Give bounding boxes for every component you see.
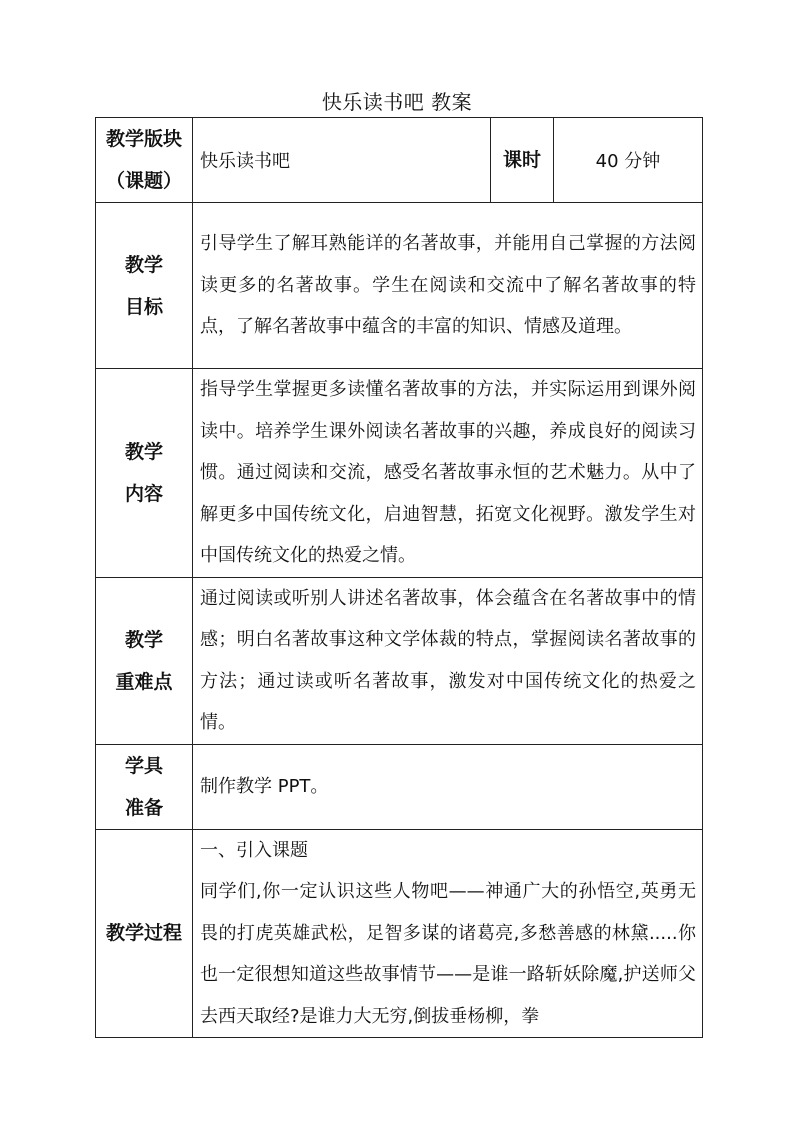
content-label-line2: 内容 [124, 482, 163, 505]
module-label-cell [96, 118, 193, 203]
process-heading: 一、引入课题 [200, 839, 308, 861]
period-label: 课时 [491, 118, 554, 203]
process-text: 同学们,你一定认识这些人物吧——神通广大的孙悟空,英勇无畏的打虎英雄武松，足智多谋的诸葛亮,多愁善感的林黛.....你也一定很想知道这些故事情节——是谁一路斩妖除魔,护送师父去西天取经?是谁力大无穷,倒拔垂杨柳，拳 [200, 881, 696, 1027]
key-points-label-line2: 重难点 [115, 670, 173, 693]
goal-text: 引导学生了解耳熟能详的名著故事，并能用自己掌握的方法阅读更多的名著故事。学生在阅读和交流中了解名著故事的特点，了解名著故事中蕴含的丰富的知识、情感及道理。 [193, 203, 703, 369]
key-points-label-line1: 教学 [124, 628, 163, 651]
key-points-text: 通过阅读或听别人讲述名著故事，体会蕴含在名著故事中的情感；明白名著故事这种文学体裁的特点，掌握阅读名著故事的方法；通过读或听名著故事，激发对中国传统文化的热爱之情。 [193, 577, 703, 744]
preparation-text: 制作教学 PPT。 [193, 744, 703, 829]
module-value: 快乐读书吧 [193, 118, 491, 203]
preparation-label-cell [96, 744, 193, 829]
lesson-plan-table [95, 117, 703, 1038]
content-label-line1: 教学 [124, 440, 163, 463]
table-row-process [96, 829, 703, 1038]
table-row-key-points [96, 577, 703, 744]
goal-label-cell [96, 203, 193, 369]
table-row-content [96, 369, 703, 578]
table-row-goal [96, 203, 703, 369]
key-points-label-cell [96, 577, 193, 744]
process-cell [193, 829, 703, 1038]
table-row-preparation [96, 744, 703, 829]
process-label: 教学过程 [96, 829, 193, 1038]
content-label-cell [96, 369, 193, 578]
module-label: 教学版块 [105, 128, 182, 150]
content-text: 指导学生掌握更多读懂名著故事的方法，并实际运用到课外阅读中。培养学生课外阅读名著故事的兴趣，养成良好的阅读习惯。通过阅读和交流，感受名著故事永恒的艺术魅力。从中了解更多中国传统文化，启迪智慧，拓宽文化视野。激发学生对中国传统文化的热爱之情。 [193, 369, 703, 578]
page-title: 快乐读书吧 教案 [321, 90, 473, 114]
period-value: 40 分钟 [554, 118, 703, 203]
preparation-label-line1: 学具 [124, 754, 163, 777]
table-row-module [96, 118, 703, 203]
preparation-label-line2: 准备 [124, 796, 163, 819]
goal-label-line1: 教学 [124, 253, 163, 276]
goal-label-line2: 目标 [124, 295, 163, 318]
module-label-sub: （课题） [105, 170, 182, 192]
